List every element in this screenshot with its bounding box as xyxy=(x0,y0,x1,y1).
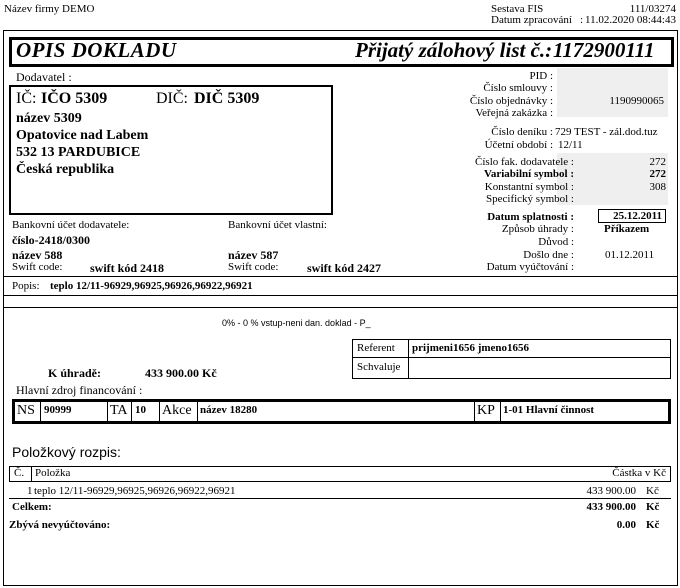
document-type: Přijatý zálohový list č.: xyxy=(355,38,553,62)
payment-method-label: Způsob úhrady : xyxy=(501,223,574,235)
specific-symbol-label: Specifický symbol : xyxy=(486,193,574,205)
supplier-name: název 5309 xyxy=(16,111,82,126)
document-number: 1172900111 xyxy=(553,38,655,62)
supplier-bank-name: název 588 xyxy=(12,248,63,262)
public-contract-label: Veřejná zakázka : xyxy=(475,107,553,119)
own-swift-label: Swift code: xyxy=(228,261,279,273)
pid-label: PID : xyxy=(529,70,553,82)
approver-label: Schvaluje xyxy=(357,361,401,373)
supplier-city: 532 13 PARDUBICE xyxy=(16,145,141,160)
reason-label: Důvod : xyxy=(538,236,574,248)
total-rule xyxy=(9,498,671,499)
received-value: 01.12.2011 xyxy=(605,249,655,261)
items-title: Položkový rozpis: xyxy=(12,444,121,460)
ico-value: IČO 5309 xyxy=(41,90,108,107)
item-row-currency: Kč xyxy=(646,485,659,497)
ns-value: 90999 xyxy=(44,404,72,416)
info-panel-1 xyxy=(557,68,668,117)
order-value: 1190990065 xyxy=(609,95,664,107)
description-label: Popis: xyxy=(12,280,40,292)
payment-amount: 433 900.00 Kč xyxy=(145,366,217,380)
akce-label: Akce xyxy=(162,403,192,418)
variable-symbol-label: Variabilní symbol : xyxy=(483,168,574,180)
item-row-amount: 433 900.00 xyxy=(586,485,636,497)
own-bank-label: Bankovní účet vlastní: xyxy=(228,219,327,231)
supplier-section-label: Dodavatel : xyxy=(16,70,72,84)
referent-value: prijmeni1656 jmeno1656 xyxy=(412,342,530,354)
billing-date-label: Datum vyúčtování : xyxy=(486,261,574,273)
funding-div-3 xyxy=(131,402,132,421)
due-date-value: 25.12.2011 xyxy=(598,209,666,223)
supplier-invoice-value: 272 xyxy=(649,156,666,168)
approval-row-divider xyxy=(352,357,671,358)
order-label: Číslo objednávky : xyxy=(469,95,553,107)
col-amount-header: Částka v Kč xyxy=(612,467,666,479)
ico-label: IČ: xyxy=(16,90,37,107)
funding-div-5 xyxy=(197,402,198,421)
dic-value: DIČ 5309 xyxy=(194,90,260,107)
kp-value: 1-01 Hlavní činnost xyxy=(503,404,595,416)
total-amount: 433 900.00 xyxy=(586,501,636,513)
report-value: 111/03274 xyxy=(629,3,676,15)
supplier-bank-label: Bankovní účet dodavatele: xyxy=(12,219,130,231)
remaining-amount: 0.00 xyxy=(616,519,636,531)
funding-div-7 xyxy=(500,402,501,421)
journal-label: Číslo deníku : xyxy=(491,126,553,138)
payment-label: K úhradě: xyxy=(48,366,102,380)
processed-value: 11.02.2020 08:44:43 xyxy=(585,14,676,26)
supplier-invoice-label: Číslo fak. dodavatele : xyxy=(475,156,574,168)
company-name: Název firmy DEMO xyxy=(4,3,95,15)
description-rule-top xyxy=(3,276,678,277)
funding-label: Hlavní zdroj financování : xyxy=(16,383,143,397)
variable-symbol-value: 272 xyxy=(649,168,666,180)
col-no-header: Č. xyxy=(14,467,25,479)
dic-label: DIČ: xyxy=(156,90,188,107)
col-item-header: Položka xyxy=(35,467,71,479)
supplier-bank-account: číslo-2418/0300 xyxy=(12,233,90,247)
processed-colon: : xyxy=(580,14,584,26)
total-label: Celkem: xyxy=(12,501,52,513)
approval-col-divider xyxy=(408,339,409,379)
remaining-label: Zbývá nevyúčtováno: xyxy=(9,519,111,531)
section-rule xyxy=(3,307,678,308)
ta-value: 10 xyxy=(135,404,146,416)
supplier-country: Česká republika xyxy=(16,162,115,177)
total-currency: Kč xyxy=(646,501,660,513)
items-header-divider xyxy=(31,466,32,481)
supplier-swift-label: Swift code: xyxy=(12,261,63,273)
funding-div-4 xyxy=(159,402,160,421)
akce-value: název 18280 xyxy=(200,404,258,416)
period-value: 12/11 xyxy=(558,139,583,151)
referent-label: Referent xyxy=(357,342,395,354)
vat-note: 0% - 0 % vstup-neni dan. doklad - P_ xyxy=(222,318,371,328)
report-label: Sestava FIS xyxy=(491,3,544,15)
supplier-street: Opatovice nad Labem xyxy=(16,128,149,143)
kp-label: KP xyxy=(477,403,495,418)
funding-div-6 xyxy=(474,402,475,421)
funding-div-1 xyxy=(40,402,41,421)
frame-divider-top xyxy=(3,30,678,31)
item-row-no: 1 xyxy=(27,485,33,497)
funding-div-2 xyxy=(107,402,108,421)
ns-label: NS xyxy=(17,403,35,418)
supplier-swift-value: swift kód 2418 xyxy=(90,261,165,275)
due-date-label: Datum splatnosti : xyxy=(487,211,574,223)
remaining-currency: Kč xyxy=(646,519,660,531)
description-value: teplo 12/11-96929,96925,96926,96922,96921 xyxy=(50,280,253,292)
own-bank-name: název 587 xyxy=(228,248,279,262)
item-row-name: teplo 12/11-96929,96925,96926,96922,96921 xyxy=(34,485,236,497)
contract-label: Číslo smlouvy : xyxy=(483,82,553,94)
document-title: OPIS DOKLADU xyxy=(16,38,177,62)
period-label: Účetní období : xyxy=(484,139,553,151)
own-swift-value: swift kód 2427 xyxy=(307,261,382,275)
processed-label: Datum zpracování xyxy=(491,14,572,26)
description-rule-bottom xyxy=(3,295,678,296)
constant-symbol-value: 308 xyxy=(649,181,666,193)
journal-value: 729 TEST - zál.dod.tuz xyxy=(555,126,658,138)
constant-symbol-label: Konstantní symbol : xyxy=(484,181,574,193)
payment-method-value: Příkazem xyxy=(604,223,650,235)
received-label: Došlo dne : xyxy=(523,249,574,261)
ta-label: TA xyxy=(110,403,128,418)
